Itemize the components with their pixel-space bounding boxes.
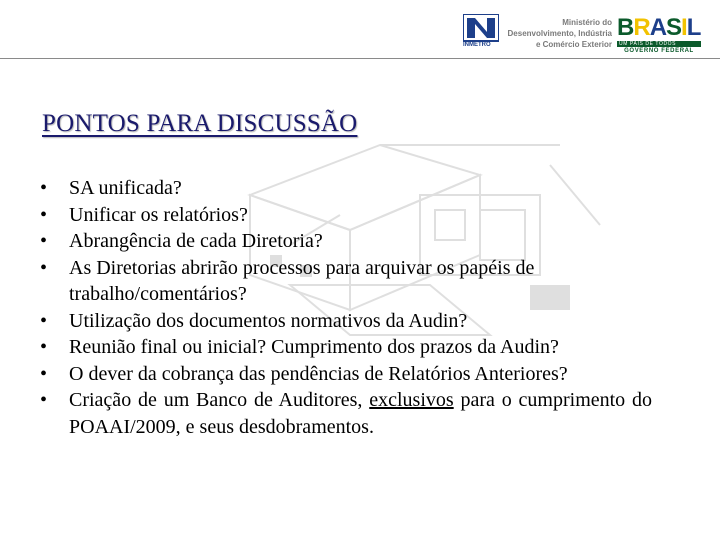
ministry-line: Ministério do <box>562 18 612 27</box>
list-item: • SA unificada? <box>40 175 652 202</box>
brasil-government-logo <box>617 14 701 54</box>
brasil-letter: A <box>649 14 667 41</box>
header-divider <box>0 58 720 59</box>
brasil-letter: B <box>617 14 634 41</box>
brasil-tagline: UM PAÍS DE TODOS <box>617 41 701 47</box>
ministry-line: e Comércio Exterior <box>535 40 612 49</box>
list-item <box>40 387 652 440</box>
ministry-name <box>500 17 612 50</box>
brasil-wordmark <box>617 14 701 41</box>
list-item: • Abrangência de cada Diretoria? <box>40 228 652 255</box>
list-item: • Unificar os relatórios? <box>40 202 652 229</box>
header-bar <box>0 0 720 62</box>
brasil-letter: S <box>666 14 682 41</box>
list-item: • Utilização dos documentos normativos da Audin? <box>40 308 652 335</box>
ministry-line: Desenvolvimento, Indústria <box>507 29 612 38</box>
list-item: • O dever da cobrança das pendências de Relatórios Anteriores? <box>40 361 652 388</box>
list-item: • As Diretorias abrirão processos para arquivar os papéis de trabalho/comentários? <box>40 255 652 308</box>
brasil-subtitle: GOVERNO FEDERAL <box>624 48 694 54</box>
page-title: PONTOS PARA DISCUSSÃO <box>42 110 358 137</box>
brasil-letter: L <box>686 14 701 41</box>
emphasis-text: exclusivos <box>369 389 454 411</box>
discussion-points-list <box>40 175 652 440</box>
list-item-text: Criação de um Banco de Auditores, <box>69 389 363 411</box>
brasil-letter: R <box>633 14 650 41</box>
inmetro-label: INMETRO <box>463 42 491 48</box>
list-item: • Reunião final ou inicial? Cumprimento dos prazos da Audin? <box>40 334 652 361</box>
list-item-text: para o cumprimento do POAAI/2009, e seus desdobramentos. <box>69 389 652 438</box>
brasil-letter: I <box>681 14 687 41</box>
